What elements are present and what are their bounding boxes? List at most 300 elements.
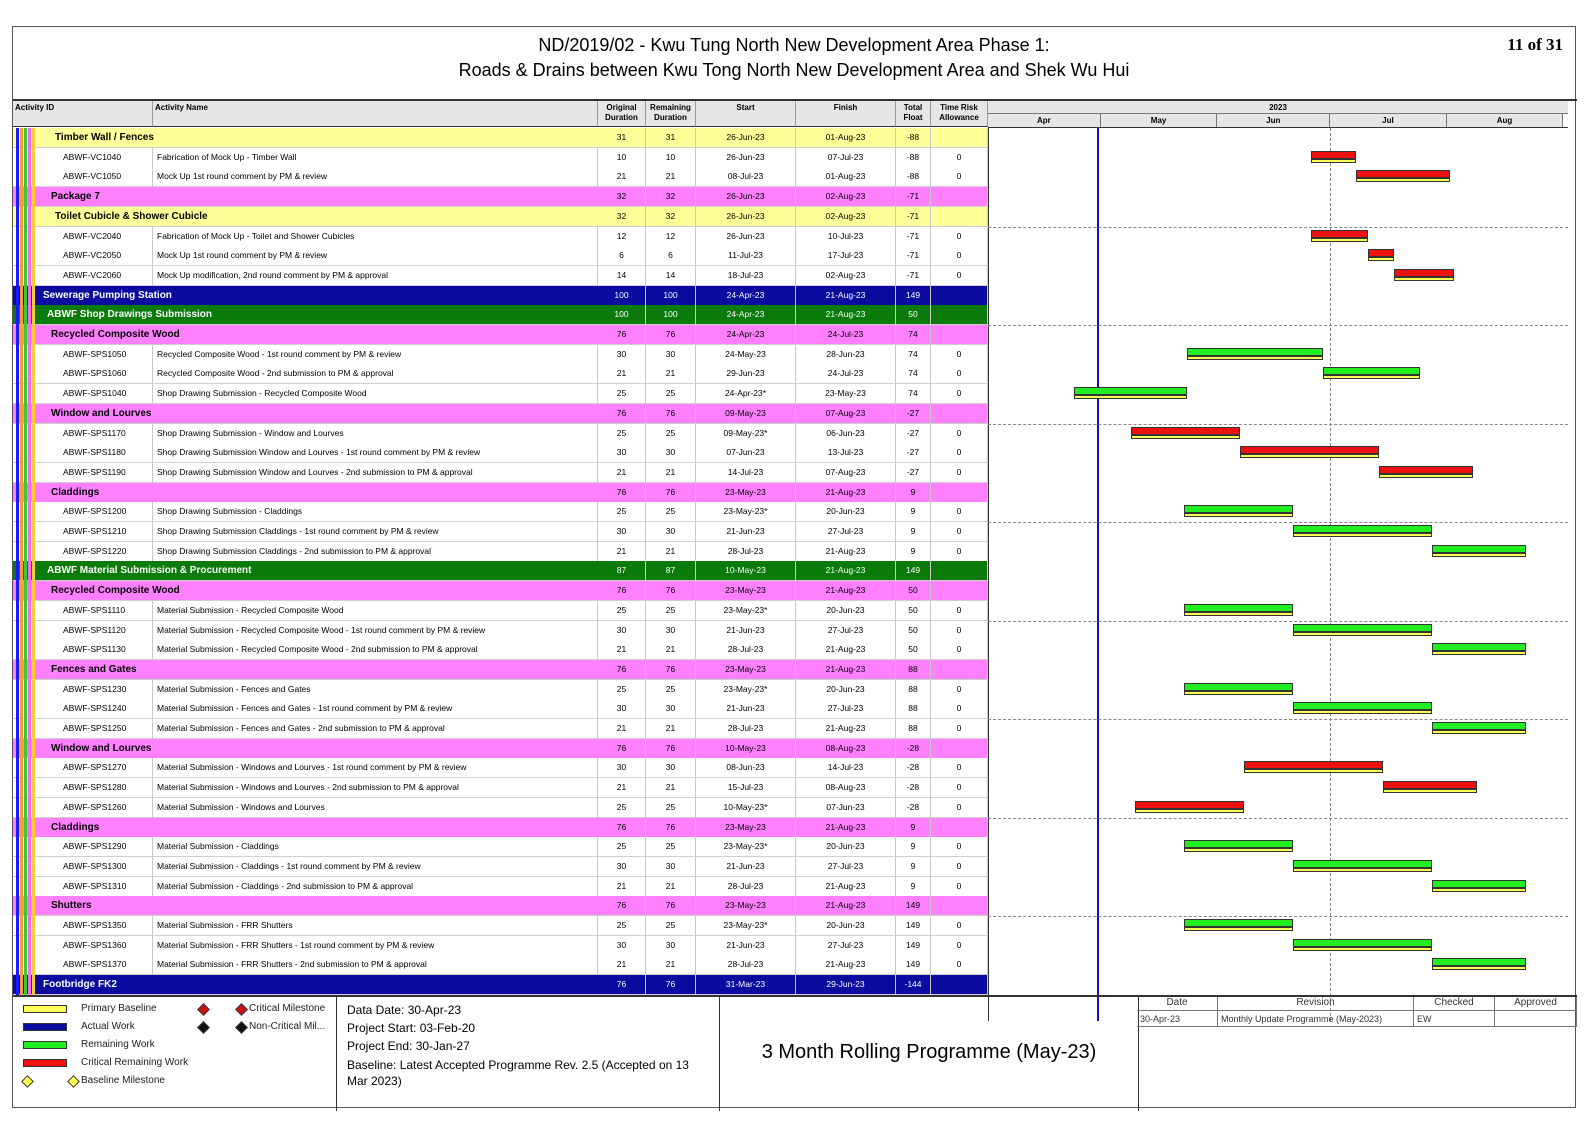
remaining-work-bar[interactable] <box>1432 643 1526 651</box>
outline-band <box>24 936 27 956</box>
cell-rd: 31 <box>646 128 696 148</box>
table-row[interactable] <box>13 246 988 266</box>
cell-name: Material Submission - Claddings - 2nd submission to PM & approval <box>153 877 598 897</box>
cell-tra: 0 <box>931 502 988 522</box>
table-row[interactable] <box>13 719 988 739</box>
critical-work-bar[interactable] <box>1240 446 1379 454</box>
cell-start: 11-Jul-23 <box>696 246 796 266</box>
cell-name: Mock Up 1st round comment by PM & review <box>153 167 598 187</box>
cell-rd: 25 <box>646 384 696 404</box>
cell-tra <box>931 207 988 227</box>
outline-band <box>16 739 19 759</box>
baseline-bar <box>1293 533 1432 537</box>
outline-band <box>32 167 35 187</box>
table-row[interactable] <box>13 916 988 936</box>
group-title: Window and Lourves <box>51 407 152 419</box>
title-line-2: Roads & Drains between Kwu Tong North New Development Area and Shek Wu Hui <box>458 60 1130 80</box>
cell-tf: -27 <box>896 424 931 444</box>
outline-band <box>16 877 19 897</box>
table-row[interactable] <box>13 680 988 700</box>
cell-od: 25 <box>598 601 646 621</box>
outline-band <box>24 778 27 798</box>
table-row[interactable] <box>13 758 988 778</box>
cell-name: Mock Up 1st round comment by PM & review <box>153 246 598 266</box>
outline-band <box>28 896 31 916</box>
cell-finish: 21-Aug-23 <box>796 818 896 838</box>
outline-band <box>16 286 19 306</box>
outline-band <box>32 877 35 897</box>
remaining-work-bar[interactable] <box>1293 525 1432 533</box>
cell-finish: 10-Jul-23 <box>796 227 896 247</box>
group-title: Package 7 <box>51 191 100 203</box>
cell-finish: 27-Jul-23 <box>796 522 896 542</box>
outline-band <box>20 286 23 306</box>
outline-band <box>32 581 35 601</box>
cell-od: 25 <box>598 424 646 444</box>
cell-tra <box>931 286 988 306</box>
group-row[interactable] <box>13 207 988 227</box>
group-row[interactable] <box>13 818 988 838</box>
outline-band <box>28 246 31 266</box>
cell-tra: 0 <box>931 167 988 187</box>
outline-band <box>20 818 23 838</box>
cell-finish: 02-Aug-23 <box>796 207 896 227</box>
outline-band <box>16 305 19 325</box>
cell-start: 24-May-23 <box>696 345 796 365</box>
outline-band <box>20 837 23 857</box>
remaining-work-bar[interactable] <box>1184 840 1293 848</box>
cell-od: 25 <box>598 916 646 936</box>
cell-name: Material Submission - FRR Shutters <box>153 916 598 936</box>
group-row[interactable] <box>13 739 988 759</box>
cell-finish: 08-Aug-23 <box>796 778 896 798</box>
cell-od: 21 <box>598 364 646 384</box>
remaining-work-bar[interactable] <box>1184 604 1293 612</box>
cell-start: 08-Jul-23 <box>696 167 796 187</box>
cell-tf: 88 <box>896 719 931 739</box>
group-row[interactable] <box>13 286 988 306</box>
outline-band <box>16 345 19 365</box>
outline-band <box>32 699 35 719</box>
cell-id: ABWF-VC1040 <box>57 148 153 168</box>
outline-band <box>16 167 19 187</box>
cell-id: ABWF-SPS1060 <box>57 364 153 384</box>
cell-od: 12 <box>598 227 646 247</box>
group-row[interactable] <box>13 581 988 601</box>
cell-start: 21-Jun-23 <box>696 621 796 641</box>
cell-tra: 0 <box>931 877 988 897</box>
group-row[interactable] <box>13 305 988 325</box>
remaining-work-bar[interactable] <box>1293 702 1432 710</box>
outline-band <box>24 227 27 247</box>
table-row[interactable] <box>13 266 988 286</box>
cell-finish: 06-Jun-23 <box>796 424 896 444</box>
outline-band <box>28 621 31 641</box>
outline-band <box>28 266 31 286</box>
cell-start: 26-Jun-23 <box>696 128 796 148</box>
cell-finish: 24-Jul-23 <box>796 364 896 384</box>
outline-band <box>28 758 31 778</box>
remaining-work-bar[interactable] <box>1293 624 1432 632</box>
cell-name: Fabrication of Mock Up - Timber Wall <box>153 148 598 168</box>
outline-band <box>24 502 27 522</box>
outline-band <box>32 975 35 995</box>
outline-band <box>16 818 19 838</box>
baseline-bar <box>1131 435 1240 439</box>
month-label: Apr <box>988 114 1101 127</box>
table-row[interactable] <box>13 837 988 857</box>
remaining-work-bar[interactable] <box>1432 958 1526 966</box>
cell-tra <box>931 818 988 838</box>
cell-finish: 01-Aug-23 <box>796 167 896 187</box>
critical-work-bar[interactable] <box>1394 269 1454 277</box>
cell-od: 76 <box>598 483 646 503</box>
cell-od: 25 <box>598 798 646 818</box>
cell-od: 21 <box>598 719 646 739</box>
group-row[interactable] <box>13 561 988 581</box>
cell-name: Material Submission - Claddings - 1st round comment by PM & review <box>153 857 598 877</box>
cell-id: ABWF-VC2060 <box>57 266 153 286</box>
outline-band <box>32 305 35 325</box>
cell-tf: -88 <box>896 167 931 187</box>
critical-work-bar[interactable] <box>1135 801 1244 809</box>
outline-band <box>20 758 23 778</box>
table-row[interactable] <box>13 877 988 897</box>
cell-rd: 30 <box>646 758 696 778</box>
table-row[interactable] <box>13 384 988 404</box>
cell-start: 23-May-23 <box>696 581 796 601</box>
cell-tf: -27 <box>896 463 931 483</box>
outline-band <box>20 167 23 187</box>
critical-work-bar[interactable] <box>1131 427 1240 435</box>
cell-id: ABWF-VC2050 <box>57 246 153 266</box>
outline-band <box>20 601 23 621</box>
data-date-line <box>1097 128 1099 1021</box>
month-label: Jul <box>1330 114 1447 127</box>
baseline-bar <box>1383 789 1477 793</box>
cell-name: Shop Drawing Submission - Claddings <box>153 502 598 522</box>
outline-band <box>20 621 23 641</box>
remaining-work-bar[interactable] <box>1074 387 1187 395</box>
cell-od: 21 <box>598 955 646 975</box>
outline-band <box>16 128 19 148</box>
outline-band <box>24 896 27 916</box>
cell-tf: 74 <box>896 364 931 384</box>
cell-od: 100 <box>598 286 646 306</box>
cell-start: 26-Jun-23 <box>696 227 796 247</box>
cell-id: ABWF-SPS1360 <box>57 936 153 956</box>
remaining-work-bar[interactable] <box>1187 348 1322 356</box>
outline-band <box>16 660 19 680</box>
table-row[interactable] <box>13 699 988 719</box>
group-row[interactable] <box>13 660 988 680</box>
critical-work-bar[interactable] <box>1368 249 1394 257</box>
cell-tra: 0 <box>931 955 988 975</box>
project-end: Project End: 30-Jan-27 <box>347 1039 470 1053</box>
outline-band <box>28 443 31 463</box>
cell-id: ABWF-SPS1280 <box>57 778 153 798</box>
non-critical-milestone-diamond-icon <box>235 1021 248 1034</box>
outline-band <box>32 857 35 877</box>
critical-work-bar[interactable] <box>1383 781 1477 789</box>
outline-band <box>16 266 19 286</box>
table-row[interactable] <box>13 148 988 168</box>
cell-tra: 0 <box>931 601 988 621</box>
cell-finish: 27-Jul-23 <box>796 699 896 719</box>
cell-tf: -28 <box>896 778 931 798</box>
cell-tra <box>931 660 988 680</box>
outline-band <box>20 325 23 345</box>
outline-band <box>20 207 23 227</box>
cell-start: 23-May-23* <box>696 502 796 522</box>
critical-work-bar[interactable] <box>1244 761 1383 769</box>
cell-start: 09-May-23 <box>696 404 796 424</box>
outline-band <box>16 857 19 877</box>
outline-band <box>28 798 31 818</box>
outline-band <box>16 778 19 798</box>
cell-od: 21 <box>598 463 646 483</box>
group-row[interactable] <box>13 483 988 503</box>
cell-start: 21-Jun-23 <box>696 522 796 542</box>
cell-od: 21 <box>598 167 646 187</box>
table-row[interactable] <box>13 936 988 956</box>
outline-band <box>24 758 27 778</box>
outline-band <box>24 798 27 818</box>
table-row[interactable] <box>13 443 988 463</box>
outline-band <box>16 325 19 345</box>
table-row[interactable] <box>13 857 988 877</box>
table-row[interactable] <box>13 601 988 621</box>
cell-od: 14 <box>598 266 646 286</box>
cell-tf: 9 <box>896 483 931 503</box>
schedule-sheet <box>12 26 1576 1108</box>
cell-id: ABWF-SPS1240 <box>57 699 153 719</box>
cell-rd: 76 <box>646 483 696 503</box>
remaining-work-bar[interactable] <box>1323 367 1421 375</box>
cell-start: 28-Jul-23 <box>696 877 796 897</box>
outline-band <box>32 384 35 404</box>
revision-approved <box>1495 1011 1577 1027</box>
cell-tra: 0 <box>931 640 988 660</box>
critical-work-bar[interactable] <box>1356 170 1450 178</box>
remaining-work-bar[interactable] <box>1432 545 1526 553</box>
cell-finish: 13-Jul-23 <box>796 443 896 463</box>
outline-band <box>16 404 19 424</box>
outline-band <box>32 187 35 207</box>
cell-tf: 50 <box>896 621 931 641</box>
cell-od: 76 <box>598 404 646 424</box>
programme-title-box <box>719 997 1139 1111</box>
col-header-activity-id: Activity ID <box>13 101 153 127</box>
col-header-activity-name: Activity Name <box>153 101 598 127</box>
cell-tf: -27 <box>896 443 931 463</box>
outline-band <box>32 561 35 581</box>
outline-band <box>32 502 35 522</box>
cell-rd: 21 <box>646 364 696 384</box>
cell-od: 21 <box>598 640 646 660</box>
cell-id: ABWF-SPS1230 <box>57 680 153 700</box>
outline-band <box>32 936 35 956</box>
cell-rd: 14 <box>646 266 696 286</box>
cell-name: Shop Drawing Submission - Recycled Composite Wood <box>153 384 598 404</box>
table-row[interactable] <box>13 522 988 542</box>
group-title: Recycled Composite Wood <box>51 585 180 597</box>
table-row[interactable] <box>13 364 988 384</box>
outline-band <box>16 424 19 444</box>
outline-band <box>20 424 23 444</box>
cell-rd: 21 <box>646 463 696 483</box>
cell-od: 76 <box>598 818 646 838</box>
baseline-bar <box>1240 454 1379 458</box>
group-row[interactable] <box>13 896 988 916</box>
outline-band <box>16 916 19 936</box>
cell-finish: 24-Jul-23 <box>796 325 896 345</box>
cell-start: 10-May-23* <box>696 798 796 818</box>
outline-band <box>28 955 31 975</box>
critical-work-bar[interactable] <box>1311 230 1367 238</box>
outline-band <box>28 345 31 365</box>
outline-band <box>32 542 35 562</box>
cell-finish: 27-Jul-23 <box>796 936 896 956</box>
outline-band <box>20 877 23 897</box>
table-row[interactable] <box>13 167 988 187</box>
cell-tf: 88 <box>896 660 931 680</box>
timeline-year: 2023 <box>988 101 1568 114</box>
outline-band <box>28 207 31 227</box>
outline-band <box>16 621 19 641</box>
cell-tra <box>931 975 988 995</box>
cell-tf: 9 <box>896 542 931 562</box>
baseline-bar <box>1184 927 1293 931</box>
footer: Primary Baseline Actual Work Remaining Work Critical Remaining Work Baseline Milestone Critical Milestone Non-Critical Mil... Data Date: 30-Apr-23 Project Start: 03-Feb-20 Project End: 30-Jan-27 Baseline: Latest Accepted Programme Rev. 2.5 (Accepted on 13 Mar 2023) 3 Month Rolling Programme (May-23) Date Revision Checked Approved 30-Apr-23 Monthly Update Programme (May-2023) EW <box>13 995 1577 1111</box>
gantt-body <box>13 99 1577 1021</box>
cell-rd: 25 <box>646 424 696 444</box>
cell-id: ABWF-SPS1310 <box>57 877 153 897</box>
outline-band <box>32 424 35 444</box>
cell-start: 14-Jul-23 <box>696 463 796 483</box>
remaining-work-bar[interactable] <box>1432 880 1526 888</box>
outline-band <box>20 680 23 700</box>
outline-band <box>16 227 19 247</box>
cell-tf: 149 <box>896 561 931 581</box>
outline-band <box>32 207 35 227</box>
outline-band <box>32 404 35 424</box>
outline-band <box>32 128 35 148</box>
critical-remaining-swatch <box>23 1059 67 1067</box>
title-line-1: ND/2019/02 - Kwu Tung North New Development Area Phase 1: <box>538 35 1050 55</box>
cell-tra <box>931 187 988 207</box>
cell-start: 24-Apr-23 <box>696 286 796 306</box>
table-row[interactable] <box>13 424 988 444</box>
cell-start: 09-May-23* <box>696 424 796 444</box>
table-row[interactable] <box>13 640 988 660</box>
remaining-work-bar[interactable] <box>1432 722 1526 730</box>
cell-start: 24-Apr-23* <box>696 384 796 404</box>
cell-start: 23-May-23* <box>696 837 796 857</box>
outline-band <box>20 443 23 463</box>
cell-tra: 0 <box>931 522 988 542</box>
outline-band <box>20 699 23 719</box>
remaining-work-bar[interactable] <box>1184 505 1293 513</box>
cell-id: ABWF-SPS1200 <box>57 502 153 522</box>
outline-band <box>16 364 19 384</box>
baseline-bar <box>1184 691 1293 695</box>
gantt-row-separator <box>988 227 1568 228</box>
remaining-work-bar[interactable] <box>1293 939 1432 947</box>
cell-id: ABWF-SPS1120 <box>57 621 153 641</box>
cell-od: 76 <box>598 660 646 680</box>
cell-id: ABWF-SPS1260 <box>57 798 153 818</box>
cell-finish: 21-Aug-23 <box>796 640 896 660</box>
outline-band <box>28 699 31 719</box>
table-row[interactable] <box>13 542 988 562</box>
table-row[interactable] <box>13 621 988 641</box>
cell-name: Shop Drawing Submission Window and Lourves - 2nd submission to PM & approval <box>153 463 598 483</box>
group-row[interactable] <box>13 325 988 345</box>
outline-band <box>28 581 31 601</box>
revision-header-date: Date <box>1137 997 1218 1011</box>
revision-checked: EW <box>1414 1011 1495 1027</box>
table-row[interactable] <box>13 778 988 798</box>
table-row[interactable] <box>13 345 988 365</box>
group-row[interactable] <box>13 975 988 995</box>
outline-band <box>24 699 27 719</box>
cell-rd: 76 <box>646 739 696 759</box>
outline-band <box>16 148 19 168</box>
cell-rd: 30 <box>646 699 696 719</box>
project-start: Project Start: 03-Feb-20 <box>347 1021 476 1035</box>
remaining-work-bar[interactable] <box>1184 919 1293 927</box>
table-row[interactable] <box>13 955 988 975</box>
cell-tra <box>931 325 988 345</box>
table-row[interactable] <box>13 227 988 247</box>
outline-band <box>28 739 31 759</box>
group-row[interactable] <box>13 128 988 148</box>
cell-finish: 07-Aug-23 <box>796 463 896 483</box>
group-title: Claddings <box>51 821 100 833</box>
outline-band <box>32 837 35 857</box>
outline-band <box>28 227 31 247</box>
outline-band <box>32 660 35 680</box>
remaining-work-bar[interactable] <box>1184 683 1293 691</box>
outline-band <box>20 246 23 266</box>
cell-tra: 0 <box>931 424 988 444</box>
cell-finish: 21-Aug-23 <box>796 286 896 306</box>
cell-tra: 0 <box>931 916 988 936</box>
remaining-work-bar[interactable] <box>1293 860 1432 868</box>
cell-tf: 9 <box>896 502 931 522</box>
outline-band <box>32 896 35 916</box>
critical-work-bar[interactable] <box>1379 466 1473 474</box>
table-row[interactable] <box>13 463 988 483</box>
outline-band <box>28 148 31 168</box>
cell-tf: 149 <box>896 896 931 916</box>
group-row[interactable] <box>13 404 988 424</box>
outline-band <box>24 975 27 995</box>
cell-od: 87 <box>598 561 646 581</box>
cell-name: Material Submission - FRR Shutters - 1st round comment by PM & review <box>153 936 598 956</box>
critical-work-bar[interactable] <box>1311 151 1356 159</box>
table-row[interactable] <box>13 798 988 818</box>
cell-od: 76 <box>598 975 646 995</box>
cell-rd: 21 <box>646 167 696 187</box>
cell-od: 31 <box>598 128 646 148</box>
group-row[interactable] <box>13 187 988 207</box>
table-row[interactable] <box>13 502 988 522</box>
cell-tra: 0 <box>931 443 988 463</box>
cell-tra: 0 <box>931 364 988 384</box>
outline-band <box>16 443 19 463</box>
